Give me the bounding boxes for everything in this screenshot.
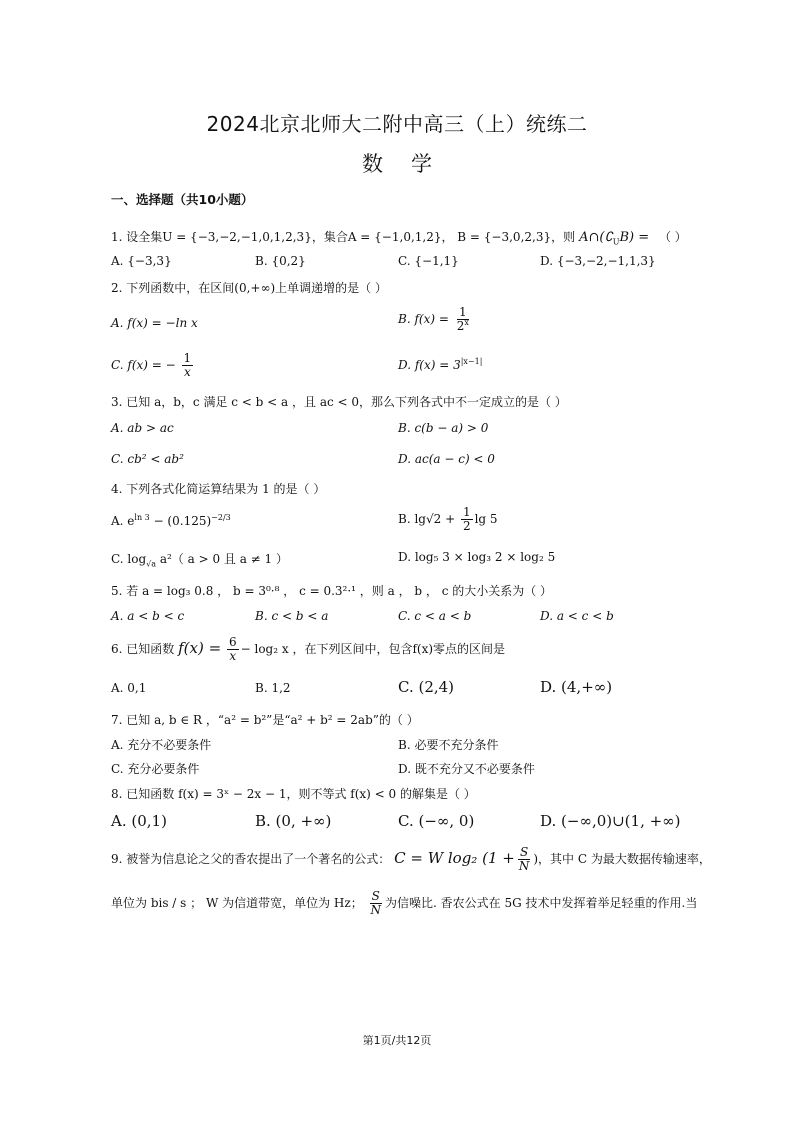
- question-3-option-a[interactable]: A. ab > ac: [111, 421, 174, 435]
- question-3-stem: 3. 已知 a，b，c 满足 c < b < a ，且 ac < 0，那么下列各式中不一定成立的是（ ）: [111, 395, 567, 409]
- question-8-option-d[interactable]: D. (−∞,0)∪(1, +∞): [540, 812, 681, 830]
- question-7-option-d[interactable]: D. 既不充分又不必要条件: [398, 762, 535, 776]
- question-5-stem: 5. 若 a = log₃ 0.8 ， b = 3⁰·⁸ ， c = 0.3²·¹ ，则 a ， b ， c 的大小关系为（ ）: [111, 584, 553, 598]
- question-1-option-a[interactable]: A. {−3,3}: [111, 254, 172, 268]
- question-5-option-b[interactable]: B. c < b < a: [255, 609, 329, 623]
- question-3-option-c[interactable]: C. cb² < ab²: [111, 452, 184, 466]
- section-heading: 一、选择题（共10小题）: [111, 192, 254, 207]
- question-7-stem: 7. 已知 a, b ∈ R ，“a² = b²”是“a² + b² = 2ab”的（ ）: [111, 713, 419, 727]
- question-6-stem: 6. 已知函数 f(x) = $\frac{6}{x}$ − log₂ x ，在下列区间中，包含f(x)零点的区间是: [111, 635, 506, 664]
- question-2-option-d[interactable]: D. $f(x) = 3^{|x-1|}$: [398, 357, 483, 372]
- question-7-option-a[interactable]: A. 充分不必要条件: [111, 738, 212, 752]
- question-4-option-b[interactable]: B. lg√2 + $\frac{1}{2}$ lg 5: [398, 505, 498, 534]
- question-5-option-c[interactable]: C. c < a < b: [398, 609, 472, 623]
- question-2-option-a[interactable]: A. f(x) = −ln x: [111, 316, 198, 330]
- question-2-option-b[interactable]: B. f(x) = $\frac{1}{2^x}$: [398, 305, 469, 334]
- question-7-option-c[interactable]: C. 充分必要条件: [111, 762, 200, 776]
- question-9-line-2: 单位为 bis / s ； W 为信道带宽，单位为 Hz； $\frac{S}{N}$ 为信噪比. 香农公式在 5G 技术中发挥着举足轻重的作用.当: [111, 889, 698, 918]
- question-4-option-c[interactable]: C. $\log_{√a} a^2$（ a > 0 且 a ≠ 1 ）: [111, 552, 288, 569]
- question-1-option-d[interactable]: D. {−3,−2,−1,1,3}: [540, 254, 656, 268]
- question-8-stem: 8. 已知函数 f(x) = 3ˣ − 2x − 1，则不等式 f(x) < 0 的解集是（ ）: [111, 787, 476, 801]
- question-6-option-a[interactable]: A. 0,1: [111, 681, 147, 695]
- question-7-option-b[interactable]: B. 必要不充分条件: [398, 738, 499, 752]
- question-1-option-b[interactable]: B. {0,2}: [255, 254, 306, 268]
- subject-heading: 数学: [362, 152, 460, 176]
- question-2-stem: 2. 下列函数中，在区间(0,+∞)上单调递增的是（ ）: [111, 281, 387, 295]
- question-6-option-c[interactable]: C. (2,4): [398, 678, 455, 696]
- question-9-line-1: 9. 被誉为信息论之父的香农提出了一个著名的公式： C = W log₂ (1 + $\frac{S}{N}$ )，其中 C 为最大数据传输速率，: [111, 845, 711, 874]
- question-5-option-d[interactable]: D. a < c < b: [540, 609, 614, 623]
- question-8-option-c[interactable]: C. (−∞, 0): [398, 812, 475, 830]
- question-4-option-a[interactable]: A. $e^{ln 3} - (0.125)^{-2/3}$: [111, 513, 231, 528]
- question-4-stem: 4. 下列各式化简运算结果为 1 的是（ ）: [111, 482, 326, 496]
- question-4-option-d[interactable]: D. log₅ 3 × log₃ 2 × log₂ 5: [398, 550, 556, 564]
- question-3-option-b[interactable]: B. c(b − a) > 0: [398, 421, 489, 435]
- page-footer: 第1页/共12页: [362, 1034, 432, 1047]
- page-title: 2024北京北师大二附中高三（上）统练二: [206, 112, 588, 136]
- question-1-stem: 1. 设全集U = {−3,−2,−1,0,1,2,3}，集合A = {−1,0,1,2}， B = {−3,0,2,3}，则 $A\cap(∁_UB)$ = （ ）: [111, 230, 687, 247]
- question-8-option-a[interactable]: A. (0,1): [111, 812, 167, 830]
- question-6-option-b[interactable]: B. 1,2: [255, 681, 291, 695]
- question-3-option-d[interactable]: D. ac(a − c) < 0: [398, 452, 495, 466]
- question-6-option-d[interactable]: D. (4,+∞): [540, 678, 613, 696]
- question-2-option-c[interactable]: C. f(x) = − $\frac{1}{x}$: [111, 351, 192, 380]
- question-5-option-a[interactable]: A. a < b < c: [111, 609, 185, 623]
- question-8-option-b[interactable]: B. (0, +∞): [255, 812, 332, 830]
- question-1-option-c[interactable]: C. {−1,1}: [398, 254, 459, 268]
